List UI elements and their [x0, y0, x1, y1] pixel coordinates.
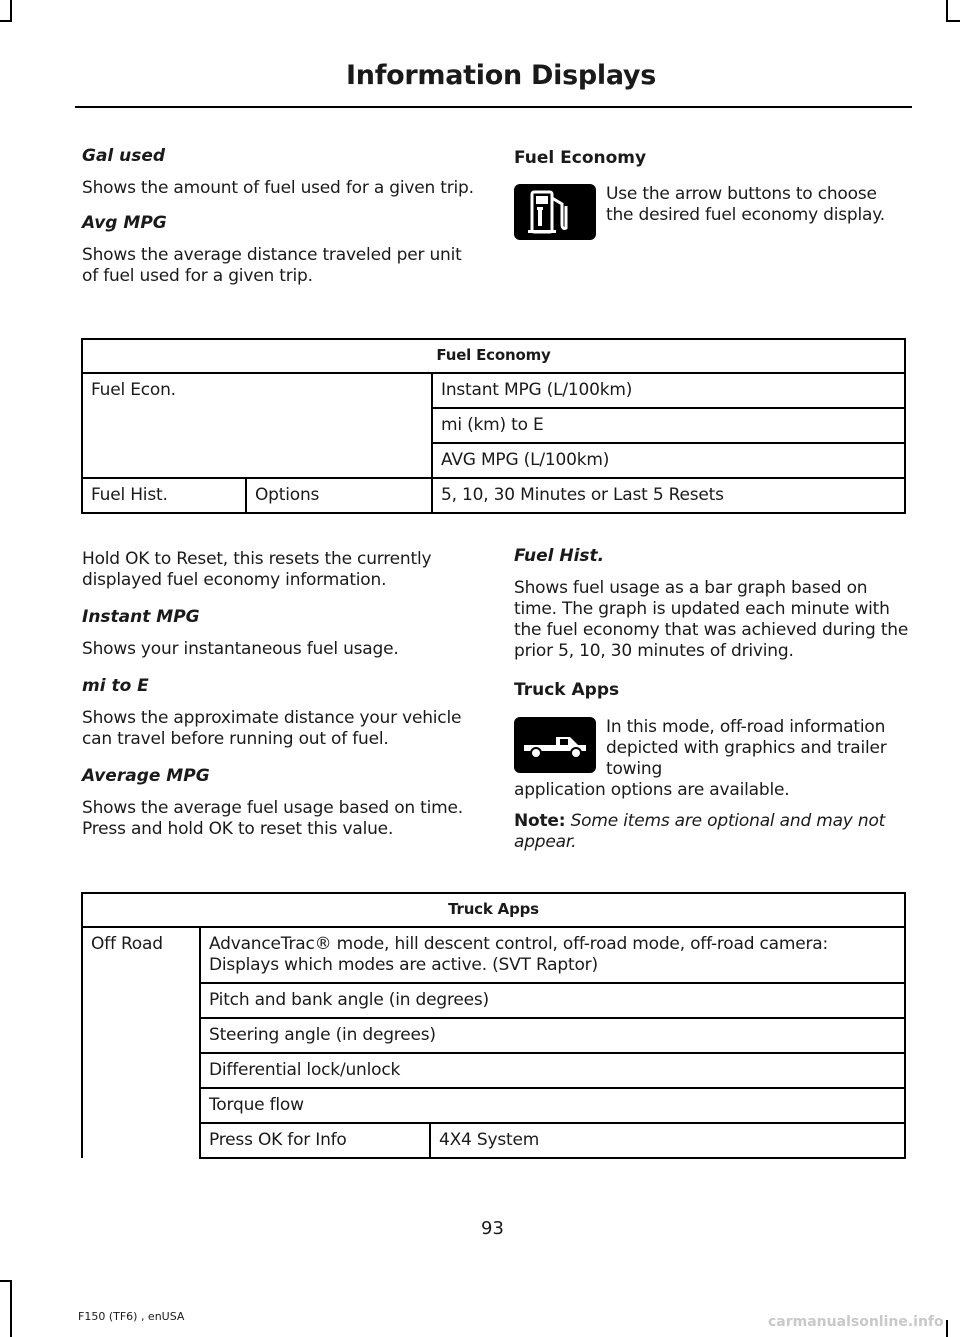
- note-text: Some items are optional and may not appear.: [514, 811, 886, 852]
- left-top-column: [82, 146, 482, 287]
- gal-used-heading: Gal used: [82, 146, 166, 166]
- truck-table-title: Truck Apps: [82, 893, 905, 927]
- truck-item: Differential lock/unlock: [200, 1053, 905, 1088]
- truck-apps-table: [81, 892, 906, 1159]
- note: [514, 811, 910, 853]
- mi-to-e-heading: mi to E: [82, 676, 149, 696]
- instant-mpg-text: Shows your instantaneous fuel usage.: [82, 639, 399, 659]
- instant-mpg-heading: Instant MPG: [82, 607, 200, 627]
- truck-apps-text-b: application options are available.: [514, 780, 790, 800]
- fuel-economy-text: Use the arrow buttons to choose the desired fuel economy display.: [606, 184, 885, 225]
- page-title: Information Displays: [346, 60, 656, 91]
- pickup-truck-icon: [514, 717, 596, 773]
- header-rule: [75, 106, 912, 108]
- reset-text: Hold OK to Reset, this resets the currently displayed fuel economy information.: [82, 549, 432, 590]
- fuel-table-title: Fuel Economy: [82, 339, 905, 373]
- crop-mark: [946, 20, 960, 22]
- off-road-label: Off Road: [82, 927, 200, 1158]
- fuel-economy-heading: Fuel Economy: [514, 148, 647, 168]
- right-middle-column: [514, 546, 910, 700]
- crop-mark: [946, 1320, 948, 1337]
- truck-item: Torque flow: [200, 1088, 905, 1123]
- fuel-hist-text: Shows fuel usage as a bar graph based on time. The graph is updated each minute with the fuel economy that was achieved during the prior 5, 10, 30 minutes of driving.: [514, 578, 909, 661]
- avg-mpg-text: Shows the average distance traveled per unit of fuel used for a given trip.: [82, 245, 462, 286]
- fuel-hist-option: Options: [246, 478, 432, 513]
- fuel-econ-item: Instant MPG (L/100km): [432, 373, 905, 408]
- fuel-economy-icon: [514, 184, 596, 240]
- fuel-hist-label: Fuel Hist.: [82, 478, 246, 513]
- crop-mark: [0, 20, 12, 22]
- crop-mark: [10, 1280, 12, 1337]
- 4x4-system-cell: 4X4 System: [430, 1123, 905, 1158]
- fuel-econ-item: AVG MPG (L/100km): [432, 443, 905, 478]
- left-middle-column: [82, 549, 482, 840]
- avg-mpg-heading: Avg MPG: [82, 213, 167, 233]
- watermark-site: carmanualsonline.info: [768, 1314, 944, 1330]
- fuel-hist-heading: Fuel Hist.: [514, 546, 605, 566]
- fuel-hist-value: 5, 10, 30 Minutes or Last 5 Resets: [432, 478, 905, 513]
- crop-mark: [10, 0, 12, 22]
- page-number: 93: [481, 1218, 504, 1239]
- fuel-econ-item: mi (km) to E: [432, 408, 905, 443]
- crop-mark: [946, 0, 948, 22]
- fuel-econ-label: Fuel Econ.: [82, 373, 432, 478]
- truck-item: AdvanceTrac® mode, hill descent control, off-road mode, off-road camera: Displays which modes are active. (SVT Raptor): [200, 927, 905, 983]
- truck-item: Pitch and bank angle (in degrees): [200, 983, 905, 1018]
- truck-apps-text-a: In this mode, off-road information depicted with graphics and trailer towing: [606, 717, 887, 779]
- mi-to-e-text: Shows the approximate distance your vehicle can travel before running out of fuel.: [82, 708, 462, 749]
- note-label: Note:: [514, 811, 566, 831]
- truck-item: Steering angle (in degrees): [200, 1018, 905, 1053]
- fuel-pump-icon: [514, 184, 596, 240]
- fuel-economy-table: [81, 338, 906, 514]
- gal-used-text: Shows the amount of fuel used for a given trip.: [82, 178, 474, 198]
- doc-id: F150 (TF6) , enUSA: [78, 1310, 185, 1323]
- truck-icon: [514, 717, 596, 773]
- press-ok-cell: Press OK for Info: [200, 1123, 430, 1158]
- average-mpg-text: Shows the average fuel usage based on time. Press and hold OK to reset this value.: [82, 798, 463, 839]
- truck-apps-heading: Truck Apps: [514, 680, 620, 700]
- average-mpg-heading: Average MPG: [82, 766, 210, 786]
